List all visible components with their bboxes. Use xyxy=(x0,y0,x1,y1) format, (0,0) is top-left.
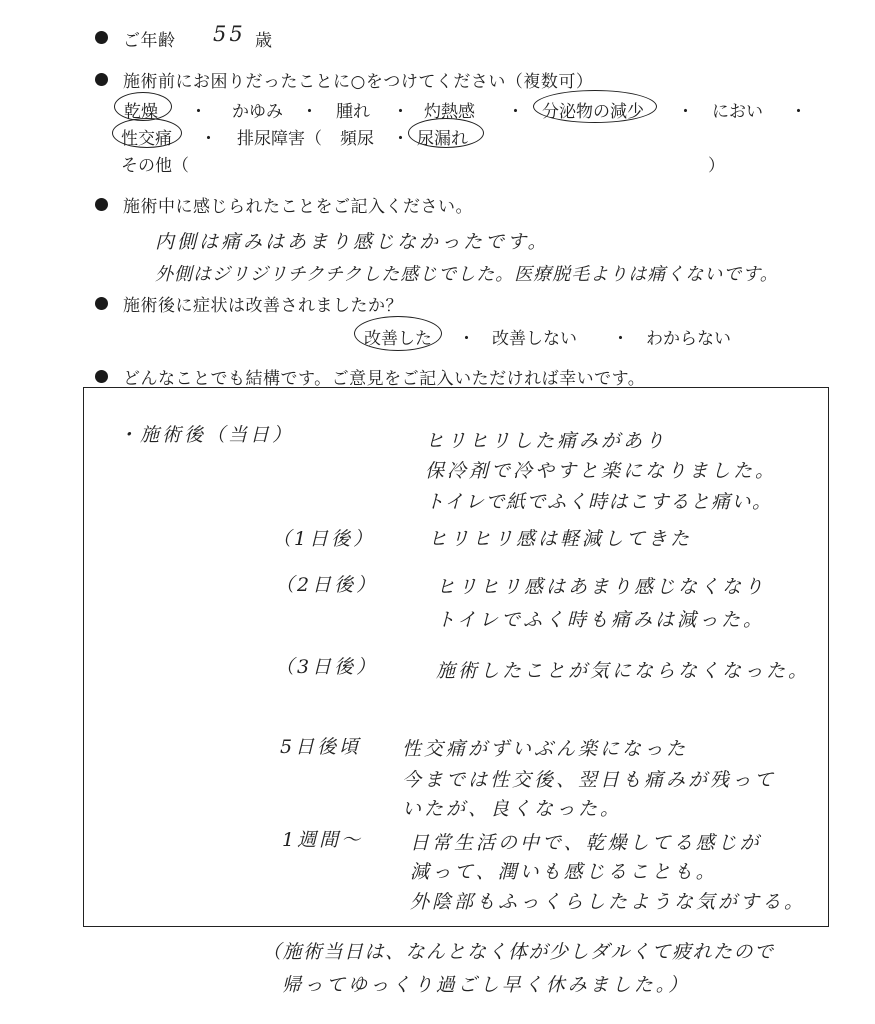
heading-week: 1週間～ xyxy=(282,829,364,851)
heading-day1: （1日後） xyxy=(272,528,376,550)
bullet-q2 xyxy=(95,73,108,86)
week-line2: 減って、潤いも感じることも。 xyxy=(410,861,718,883)
day5-line1: 性交痛がずいぶん楽になった xyxy=(402,738,689,760)
q3-label: 施術中に感じられたことをご記入ください。 xyxy=(123,197,473,217)
age-value: 55 xyxy=(213,22,246,46)
q3-answer-line1: 内側は痛みはあまり感じなかったです。 xyxy=(155,231,550,253)
option-dyspareunia: 性交痛 xyxy=(121,129,172,149)
separator: ・ xyxy=(677,102,694,122)
circle-dyspareunia xyxy=(112,118,182,148)
day5-line2: 今までは性交後、翌日も痛みが残って xyxy=(402,769,777,791)
separator: ・ xyxy=(612,329,629,349)
bullet-q1 xyxy=(95,31,108,44)
age-unit: 歳 xyxy=(255,31,273,51)
circle-discharge xyxy=(533,90,657,123)
option-urination: 排尿障害（ xyxy=(237,129,322,149)
option-discharge: 分泌物の減少 xyxy=(542,102,644,122)
same-day-line3: トイレで紙でふく時はこすると痛い。 xyxy=(425,491,773,513)
option-other: その他（ xyxy=(121,156,189,176)
option-odor: におい xyxy=(712,102,763,122)
heading-day2: （2日後） xyxy=(275,574,379,596)
q3-answer-line2: 外側はジリジリチクチクした感じでした。医療脱毛よりは痛くないです。 xyxy=(155,264,779,285)
q4-label: 施術後に症状は改善されましたか？ xyxy=(123,296,403,316)
option-other-close: ） xyxy=(708,156,725,176)
footnote-line1: （施術当日は、なんとなく体が少しダルくて疲れたので xyxy=(262,941,775,963)
separator: ・ xyxy=(458,329,475,349)
separator: ・ xyxy=(200,129,217,149)
bullet-q4 xyxy=(95,297,108,310)
option-swelling: 腫れ xyxy=(336,102,370,122)
heading-same-day: ・施術後（当日） xyxy=(118,424,295,446)
week-line3: 外陰部もふっくらしたような気がする。 xyxy=(410,891,807,913)
bullet-q3 xyxy=(95,198,108,211)
day1-line1: ヒリヒリ感は軽減してきた xyxy=(428,528,693,550)
separator: ・ xyxy=(190,102,207,122)
q5-label: どんなことでも結構です。ご意見をご記入いただければ幸いです。 xyxy=(123,369,646,389)
heading-day3: （3日後） xyxy=(275,656,379,678)
circle-incontinence xyxy=(408,118,484,148)
separator: ・ xyxy=(790,102,807,122)
day3-line1: 施術したことが気にならなくなった。 xyxy=(436,660,811,682)
same-day-line1: ヒリヒリした痛みがあり xyxy=(425,430,668,452)
option-dryness: 乾燥 xyxy=(124,102,158,122)
week-line1: 日常生活の中で、乾燥してる感じが xyxy=(410,832,762,854)
heading-day5: 5日後頃 xyxy=(280,736,362,758)
footnote-line2: 帰ってゆっくり過ごし早く休みました。） xyxy=(282,974,691,996)
option-incontinence: 尿漏れ xyxy=(417,129,468,149)
option-frequency: 頻尿 xyxy=(340,129,374,149)
option-improved: 改善した xyxy=(364,329,432,349)
option-unknown: わからない xyxy=(646,329,731,349)
separator: ・ xyxy=(507,102,524,122)
day2-line2: トイレでふく時も痛みは減った。 xyxy=(436,609,766,631)
option-not-improved: 改善しない xyxy=(492,329,577,349)
day2-line1: ヒリヒリ感はあまり感じなくなり xyxy=(436,576,767,598)
separator: ・ xyxy=(301,102,318,122)
day5-line3: いたが、良くなった。 xyxy=(402,798,623,820)
option-itch: かゆみ xyxy=(232,102,283,122)
same-day-line2: 保冷剤で冷やすと楽になりました。 xyxy=(425,460,778,482)
option-burning: 灼熱感 xyxy=(424,102,475,122)
separator: ・ xyxy=(392,102,409,122)
q2-label: 施術前にお困りだったことに○をつけてください（複数可） xyxy=(123,72,594,92)
age-label: ご年齢 xyxy=(123,31,176,51)
circle-improved xyxy=(354,316,442,351)
circle-dryness xyxy=(114,92,172,121)
bullet-q5 xyxy=(95,370,108,383)
separator: ・ xyxy=(392,129,409,149)
